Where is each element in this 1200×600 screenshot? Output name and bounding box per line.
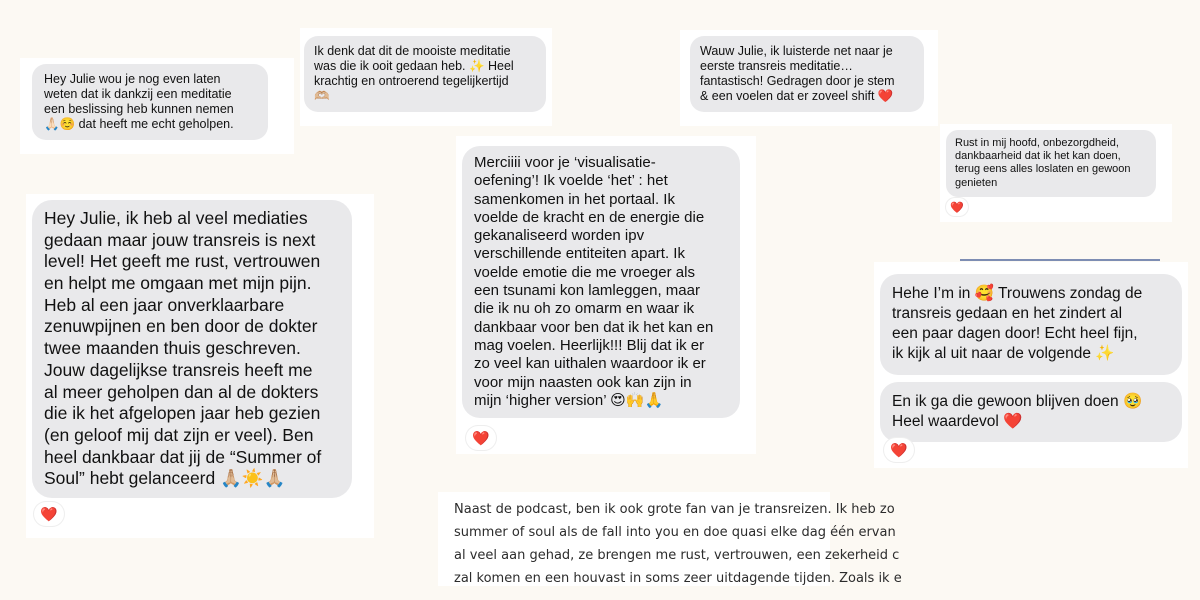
message-bubble-4: Rust in mij hoofd, onbezorgdheid, dankbaarheid dat ik het kan doen, terug eens alles loslaten en gewoon genieten — [946, 130, 1156, 197]
divider-line — [960, 259, 1160, 261]
document-excerpt — [438, 492, 902, 586]
heart-reaction-7: ❤️ — [884, 438, 914, 462]
message-card-7 — [874, 262, 1188, 468]
message-bubble-6: Merciiii voor je ‘visualisatie- oefening’! Ik voelde ‘het’ : het samenkomen in het portaal. Ik voelde de kracht en de energie die gekanaliseerd worden ipv verschillende entiteiten apart. Ik voelde emotie die me vroeger als een tsunami kon lamleggen, maar die ik nu oh zo omarm en waar ik dankbaar voor ben dat ik het kan en mag voelen. Heerlijk!!! Blij dat ik er zo veel kan uithalen waardoor ik er voor mijn naasten ook kan zijn in mijn ‘higher version’ 😍🙌🙏 — [462, 146, 740, 418]
heart-reaction-4: ❤️ — [946, 198, 968, 216]
message-bubble-5: Hey Julie, ik heb al veel mediaties gedaan maar jouw transreis is next level! Het geeft me rust, vertrouwen en helpt me omgaan met mijn pijn. Heb al een jaar onverklaarbare zenuwpijnen en ben door de dokter twee maanden thuis geschreven. Jouw dagelijkse transreis heeft me al meer geholpen dan al de dokters die ik het afgelopen jaar heb gezien (en geloof mij dat zijn er veel). Ben heel dankbaar dat jij de “Summer of Soul” hebt gelanceerd 🙏🏼☀️🙏🏼 — [32, 200, 352, 498]
message-card-5 — [26, 194, 374, 538]
message-bubble-3: Wauw Julie, ik luisterde net naar je eerste transreis meditatie… fantastisch! Gedragen door je stem & een voelen dat er zoveel shift ❤️ — [690, 36, 924, 112]
message-bubble-1: Hey Julie wou je nog even laten weten dat ik dankzij een meditatie een beslissing heb kunnen nemen 🙏🏻☺️ dat heeft me echt geholpen. — [32, 64, 268, 140]
document-line-2: summer of soul als de fall into you en doe quasi elke dag één ervan — [454, 525, 896, 540]
document-line-1: Naast de podcast, ben ik ook grote fan van je transreizen. Ik heb zo — [454, 502, 895, 517]
message-card-2 — [300, 28, 552, 126]
message-card-4 — [940, 124, 1172, 222]
message-bubble-7b: En ik ga die gewoon blijven doen 🥹 Heel waardevol ❤️ — [880, 382, 1182, 442]
message-card-3 — [680, 30, 938, 126]
document-line-4: zal komen en een houvast in soms zeer uitdagende tijden. Zoals ik e — [454, 571, 902, 586]
heart-reaction-6: ❤️ — [466, 426, 496, 450]
message-card-1 — [20, 58, 294, 154]
message-bubble-2: Ik denk dat dit de mooiste meditatie was die ik ooit gedaan heb. ✨ Heel krachtig en ontroerend tegelijkertijd 🫶🏼 — [304, 36, 546, 112]
message-bubble-7a: Hehe I’m in 🥰 Trouwens zondag de transreis gedaan en het zindert al een paar dagen door! Echt heel fijn, ik kijk al uit naar de volgende ✨ — [880, 274, 1182, 375]
message-card-6 — [456, 136, 756, 454]
heart-reaction-5: ❤️ — [34, 502, 64, 526]
document-line-3: al veel aan gehad, ze brengen me rust, vertrouwen, een zekerheid c — [454, 548, 900, 563]
